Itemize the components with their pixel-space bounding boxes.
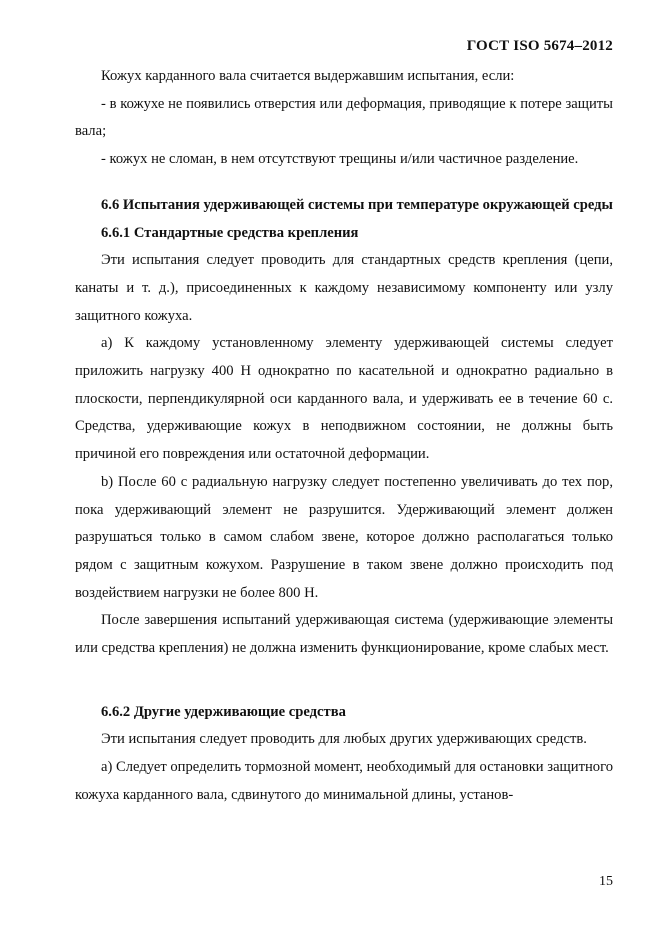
spacer <box>75 174 613 192</box>
paragraph-other-means: Эти испытания следует проводить для любых других удерживающих средств. <box>101 731 587 748</box>
paragraph-item-a-braking: a) Следует определить тормозной момент, необходимый для остановки защитного кожуха карданного вала, сдвинутого до минимальной длины, установ- <box>75 759 613 803</box>
section-heading-6-6: 6.6 Испытания удерживающей системы при температуре окружающей среды <box>101 196 613 213</box>
spacer <box>75 663 613 699</box>
section-heading-6-6-1: 6.6.1 Стандартные средства крепления <box>101 224 359 241</box>
paragraph-after-tests: После завершения испытаний удерживающая система (удерживающие элементы или средства крепления) не должна изменить функционирование, кроме слабых мест. <box>75 612 613 657</box>
paragraph-standard-fixings: Эти испытания следует проводить для стандартных средств крепления (цепи, канаты и т. д.), присоединенных к каждому независимому компоненту или узлу защитного кожуха. <box>75 252 613 324</box>
standard-header: ГОСТ ISO 5674–2012 <box>466 38 613 54</box>
document-body <box>75 63 613 810</box>
section-heading-6-6-2: 6.6.2 Другие удерживающие средства <box>101 703 346 720</box>
paragraph-criterion-2: - кожух не сломан, в нем отсутствуют трещины и/или частичное разделение. <box>101 151 579 168</box>
paragraph-criterion-1: - в кожухе не появились отверстия или деформация, приводящие к потере защиты вала; <box>75 95 613 140</box>
page-number: 15 <box>599 874 613 889</box>
paragraph-item-b: b) После 60 с радиальную нагрузку следует постепенно увеличивать до тех пор, пока удерживающий элемент не разрушится. Удерживающий элемент должен разрушаться только в самом слабом звене, которое должно располагаться только рядом с защитным кожухом. Разрушение в таком звене должно происходить под воздействием нагрузки не более 800 Н. <box>75 473 613 601</box>
paragraph-item-a: a) К каждому установленному элементу удерживающей системы следует приложить нагрузку 400 Н однократно по касательной и однократно радиально в плоскости, перпендикулярной оси карданного вала, и удерживать ее в течение 60 с. Средства, удерживающие кожух в неподвижном состоянии, не должны быть причиной его повреждения или остаточной деформации. <box>75 335 613 463</box>
paragraph-test-result-intro: Кожух карданного вала считается выдержавшим испытания, если: <box>101 68 515 84</box>
